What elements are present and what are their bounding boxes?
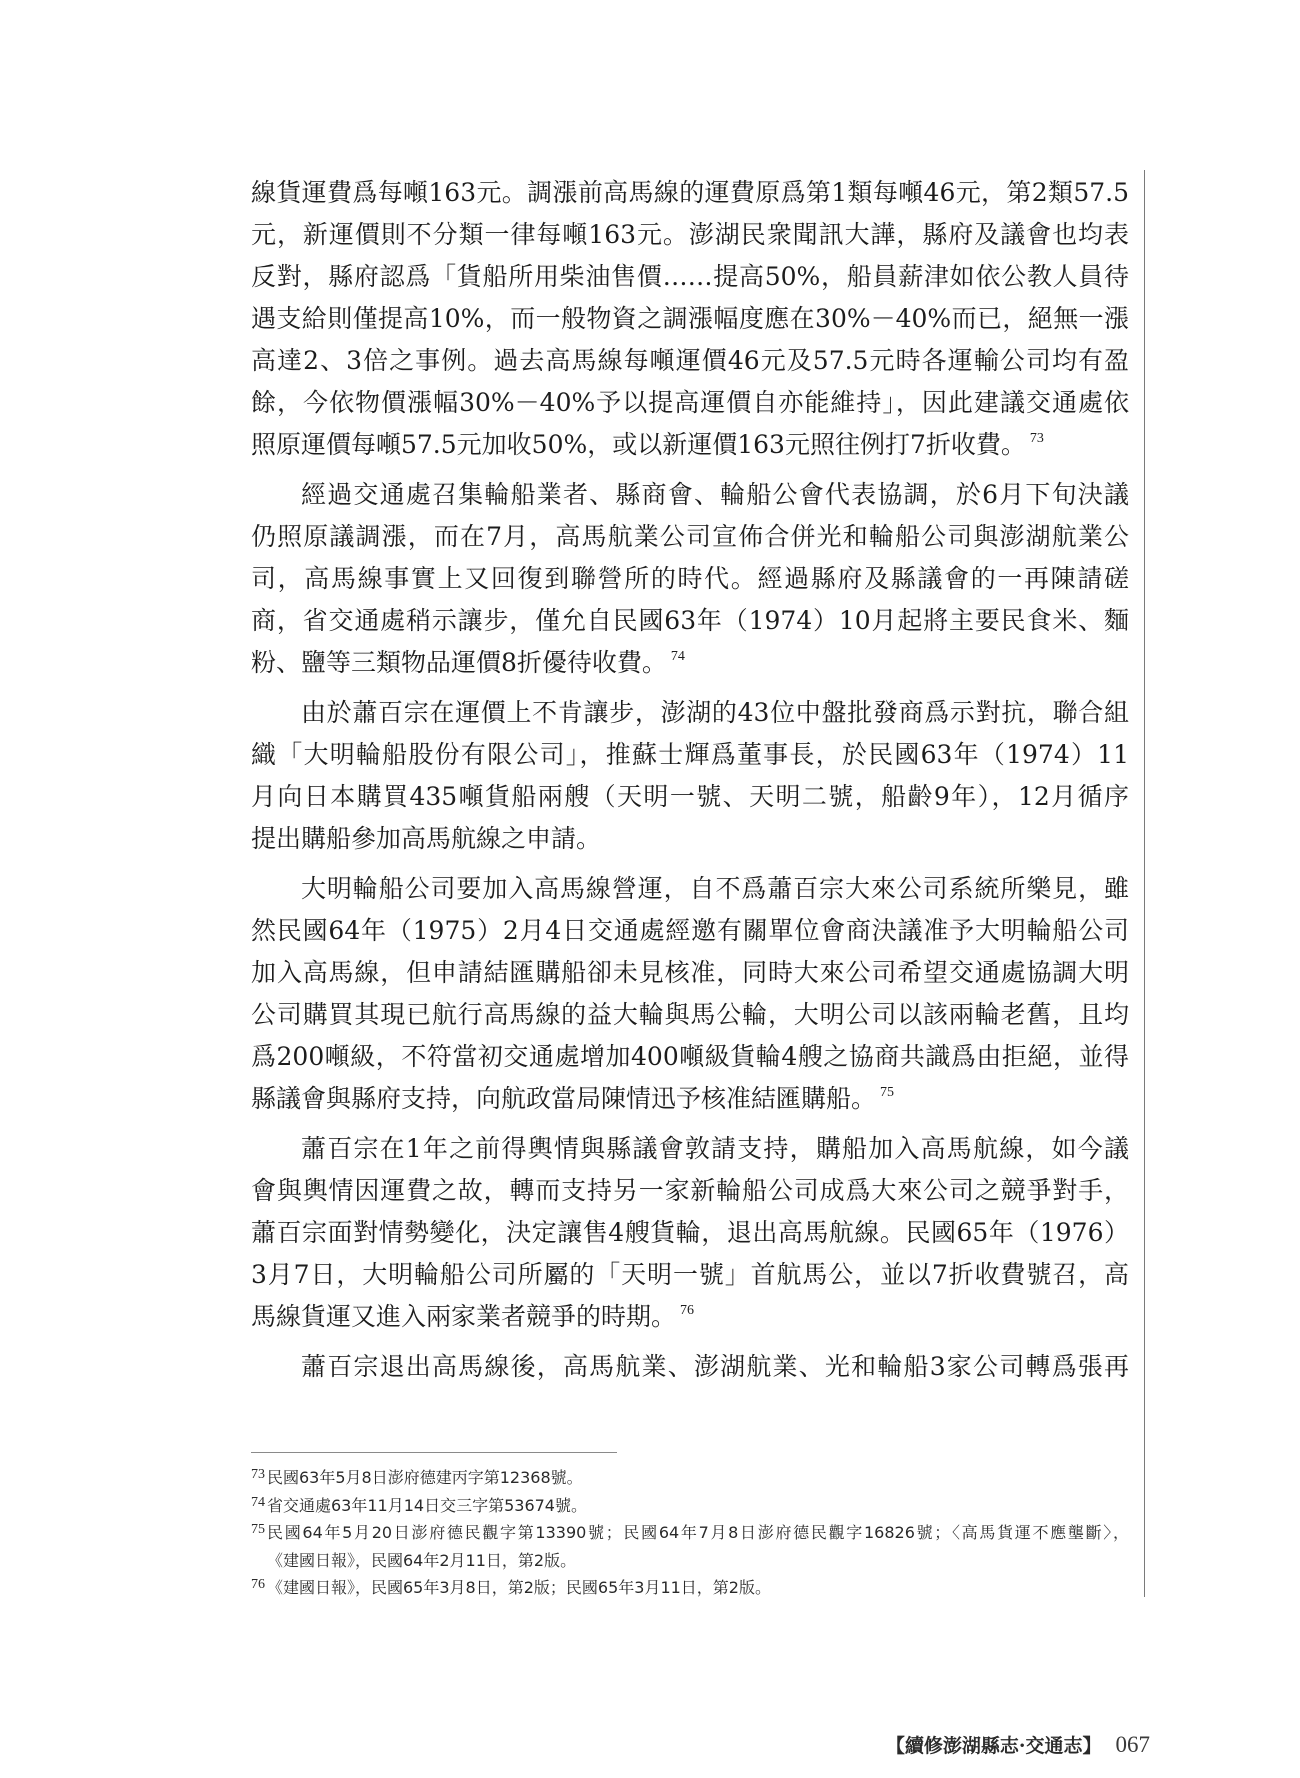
text-line: 反對，縣府認爲「貨船所用柴油售價……提高50%，船員薪津如依公教人員待 <box>251 262 1129 291</box>
page-number: 067 <box>1115 1732 1150 1757</box>
footnote-text-line: 民國64年5月20日澎府德民觀字第13390號；民國64年7月8日澎府德民觀字16826號；〈高馬貨運不應壟斷〉， <box>267 1523 1129 1542</box>
footnotes <box>251 1464 1129 1602</box>
footnote-number: 73 <box>251 1467 265 1482</box>
footnote-text <box>267 1492 1129 1520</box>
text-line: 然民國64年（1975）2月4日交通處經邀有關單位會商決議准予大明輪船公司 <box>251 916 1129 945</box>
text-line-content: 縣議會與縣府支持，向航政當局陳情迅予核准結匯購船。 <box>251 1084 877 1113</box>
text-line: 大明輪船公司要加入高馬線營運，自不爲蕭百宗大來公司系統所樂見，雖 <box>301 874 1129 903</box>
footer-title: 【續修澎湖縣志·交通志】 <box>885 1735 1102 1757</box>
footnote <box>251 1519 1129 1574</box>
paragraph <box>251 1346 1129 1388</box>
text-line: 會與輿情因運費之故，轉而支持另一家新輪船公司成爲大來公司之競爭對手， <box>251 1176 1129 1205</box>
text-line: 蕭百宗面對情勢變化，決定讓售4艘貨輪，退出高馬航線。民國65年（1976） <box>251 1218 1129 1247</box>
paragraph <box>251 474 1129 684</box>
running-footer <box>886 1728 1150 1763</box>
text-line-content: 照原運價每噸57.5元加收50%，或以新運價163元照往例打7折收費。 <box>251 430 1026 459</box>
text-line: 加入高馬線，但申請結匯購船卻未見核准，同時大來公司希望交通處協調大明 <box>251 958 1129 987</box>
footnote-number: 74 <box>251 1494 265 1510</box>
footnote-number: 76 <box>251 1577 265 1592</box>
text-line: 線貨運費爲每噸163元。調漲前高馬線的運費原爲第1類每噸46元，第2類57.5 <box>251 178 1129 207</box>
paragraph <box>251 1128 1129 1338</box>
text-line: 由於蕭百宗在運價上不肯讓步，澎湖的43位中盤批發商爲示對抗，聯合組 <box>301 698 1129 727</box>
text-line: 月向日本購買435噸貨船兩艘（天明一號、天明二號，船齡9年），12月循序 <box>251 782 1129 811</box>
margin-rule <box>1144 170 1145 1597</box>
footnote-number: 75 <box>251 1522 265 1537</box>
text-line: 經過交通處召集輪船業者、縣商會、輪船公會代表協調，於6月下旬決議 <box>301 480 1129 509</box>
footnote-text <box>267 1574 1129 1602</box>
text-line: 商，省交通處稍示讓步，僅允自民國63年（1974）10月起將主要民食米、麵 <box>251 606 1129 635</box>
body-text <box>251 172 1129 1388</box>
footnote-separator <box>251 1452 617 1453</box>
text-line: 公司購買其現已航行高馬線的益大輪與馬公輪，大明公司以該兩輪老舊，且均 <box>251 1000 1129 1029</box>
text-line: 仍照原議調漲，而在7月，高馬航業公司宣佈合併光和輪船公司與澎湖航業公 <box>251 522 1129 551</box>
footnote-text <box>267 1464 1129 1492</box>
text-line <box>251 1078 1129 1120</box>
text-line: 餘，今依物價漲幅30%－40%予以提高運價自亦能維持」，因此建議交通處依 <box>251 388 1129 417</box>
paragraph <box>251 692 1129 860</box>
text-line: 高達2、3倍之事例。過去高馬線每噸運價46元及57.5元時各運輸公司均有盈 <box>251 346 1129 375</box>
text-line: 蕭百宗在1年之前得輿情與縣議會敦請支持，購船加入高馬航線，如今議 <box>301 1134 1129 1163</box>
text-line: 爲200噸級，不符當初交通處增加400噸級貨輪4艘之協商共識爲由拒絕，並得 <box>251 1042 1129 1071</box>
footnote-text <box>267 1519 1129 1574</box>
footnote-ref: 75 <box>880 1085 895 1100</box>
footnote <box>251 1574 1129 1602</box>
text-line-content: 粉、鹽等三類物品運價8折優待收費。 <box>251 648 667 677</box>
text-line: 織「大明輪船股份有限公司」，推蘇士輝爲董事長，於民國63年（1974）11 <box>251 740 1129 769</box>
text-line: 遇支給則僅提高10%，而一般物資之調漲幅度應在30%－40%而已，絕無一漲 <box>251 304 1129 333</box>
footnote-text-line: 《建國日報》，民國65年3月8日，第2版；民國65年3月11日，第2版。 <box>267 1578 771 1597</box>
text-line: 元，新運價則不分類一律每噸163元。澎湖民衆聞訊大譁，縣府及議會也均表 <box>251 220 1129 249</box>
text-line <box>251 642 1129 684</box>
footnote-ref: 74 <box>670 649 685 664</box>
paragraph <box>251 868 1129 1120</box>
footnote-text-line: 《建國日報》，民國64年2月11日，第2版。 <box>267 1550 577 1570</box>
text-line: 3月7日，大明輪船公司所屬的「天明一號」首航馬公，並以7折收費號召，高 <box>251 1260 1129 1289</box>
text-line-content: 馬線貨運又進入兩家業者競爭的時期。 <box>251 1302 677 1331</box>
footnote-ref: 76 <box>680 1303 695 1318</box>
footnote-ref: 73 <box>1029 431 1044 446</box>
text-line: 蕭百宗退出高馬線後，高馬航業、澎湖航業、光和輪船3家公司轉爲張再 <box>301 1352 1129 1381</box>
footnote-text-line: 省交通處63年11月14日交三字第53674號。 <box>267 1495 587 1515</box>
text-line <box>251 424 1129 466</box>
text-line: 提出購船參加高馬航線之申請。 <box>251 824 602 853</box>
footnote <box>251 1492 1129 1520</box>
footnote <box>251 1464 1129 1492</box>
text-line <box>251 1296 1129 1338</box>
paragraph <box>251 172 1129 466</box>
footnote-text-line: 民國63年5月8日澎府德建丙字第12368號。 <box>267 1468 583 1487</box>
text-line: 司，高馬線事實上又回復到聯營所的時代。經過縣府及縣議會的一再陳請磋 <box>251 564 1129 593</box>
